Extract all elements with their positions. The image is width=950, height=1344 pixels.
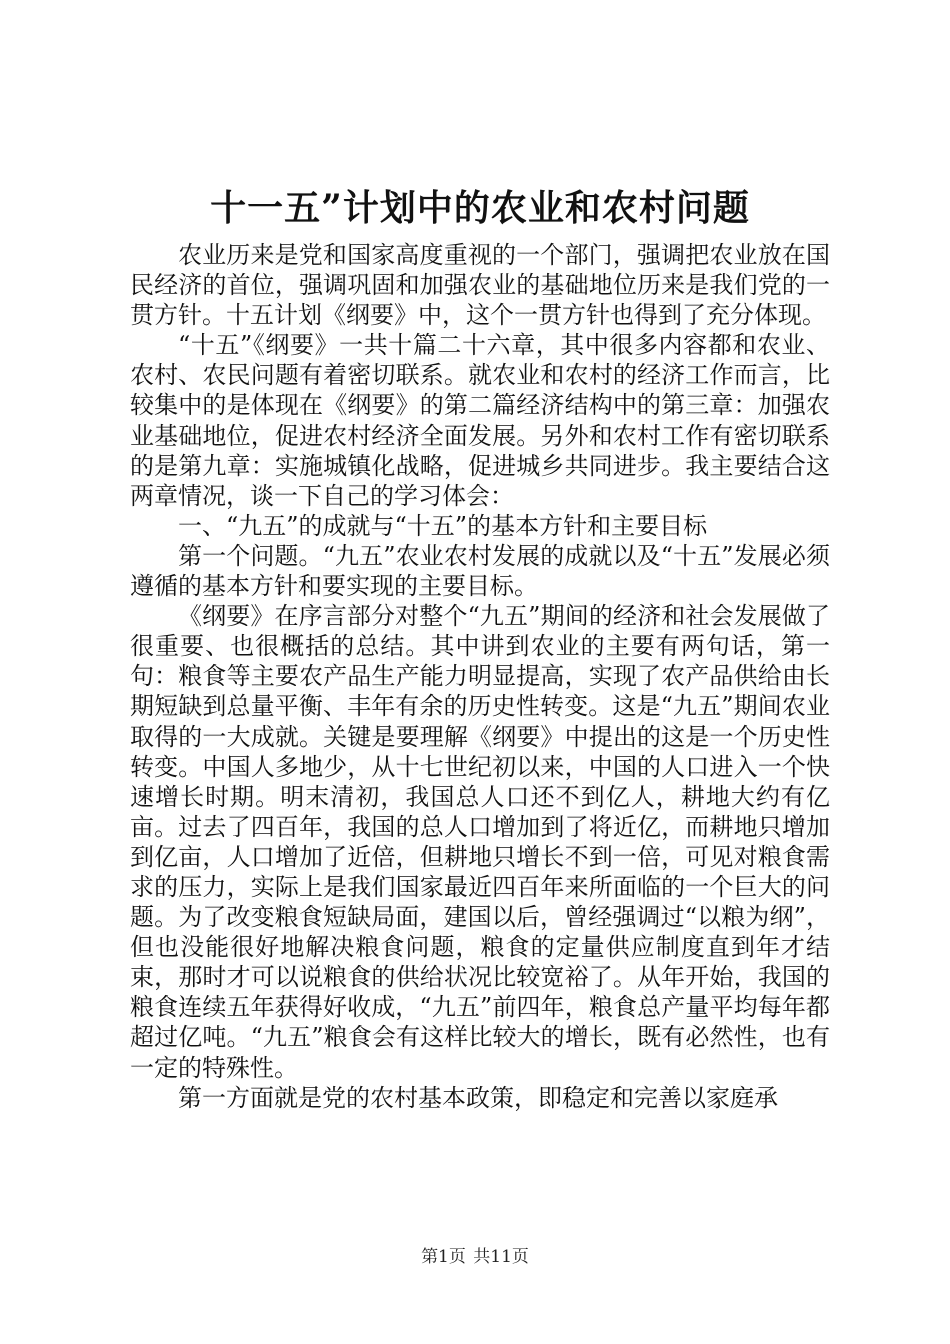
paragraph: 第一个问题。“九五”农业农村发展的成就以及“十五”发展必须遵循的基本方针和要实现的主要目标。 [130,541,830,601]
paragraph: 第一方面就是党的农村基本政策，即稳定和完善以家庭承 [178,1083,778,1112]
paragraph: 《纲要》在序言部分对整个“九五”期间的经济和社会发展做了很重要、也很概括的总结。其中讲到农业的主要有两句话，第一句：粮食等主要农产品生产能力明显提高，实现了农产品供给由长期短缺到总量平衡、丰年有余的历史性转变。这是“九五”期间农业取得的一大成就。关键是要理解《纲要》中提出的这是一个历史性转变。中国人多地少，从十七世纪初以来，中国的人口进入一个快速增长时期。明末清初，我国总人口还不到亿人，耕地大约有亿亩。过去了四百年，我国的总人口增加到了将近亿，而耕地只增加到亿亩，人口增加了近倍，但耕地只增长不到一倍，可见对粮食需求的压力，实际上是我们国家最近四百年来所面临的一个巨大的问题。为了改变粮食短缺局面，建国以后，曾经强调过“以粮为纲”，但也没能很好地解决粮食问题，粮食的定量供应制度直到年才结束，那时才可以说粮食的供给状况比较宽裕了。从年开始，我国的粮食连续五年获得好收成，“九五”前四年，粮食总产量平均每年都超过亿吨。“九五”粮食会有这样比较大的增长，既有必然性，也有一定的特殊性。 [130,602,830,1082]
paragraph: “十五”《纲要》一共十篇二十六章，其中很多内容都和农业、农村、农民问题有着密切联系。就农业和农村的经济工作而言，比较集中的是体现在《纲要》的第二篇经济结构中的第三章：加强农业基础地位，促进农村经济全面发展。另外和农村工作有密切联系的是第九章：实施城镇化战略，促进城乡共同进步。我主要结合这两章情况，谈一下自己的学习体会： [130,331,830,510]
page-number: 第1页 [421,1247,466,1267]
page-total: 共11页 [473,1247,529,1267]
paragraph: 农业历来是党和国家高度重视的一个部门，强调把农业放在国民经济的首位，强调巩固和加强农业的基础地位历来是我们党的一贯方针。十五计划《纲要》中，这个一贯方针也得到了充分体现。 [130,241,830,330]
document-body [130,240,830,1113]
section-heading: 一、“九五”的成就与“十五”的基本方针和主要目标 [178,511,708,540]
page-footer [0,1245,950,1269]
document-title: 十一五”计划中的农业和农村问题 [210,187,750,229]
